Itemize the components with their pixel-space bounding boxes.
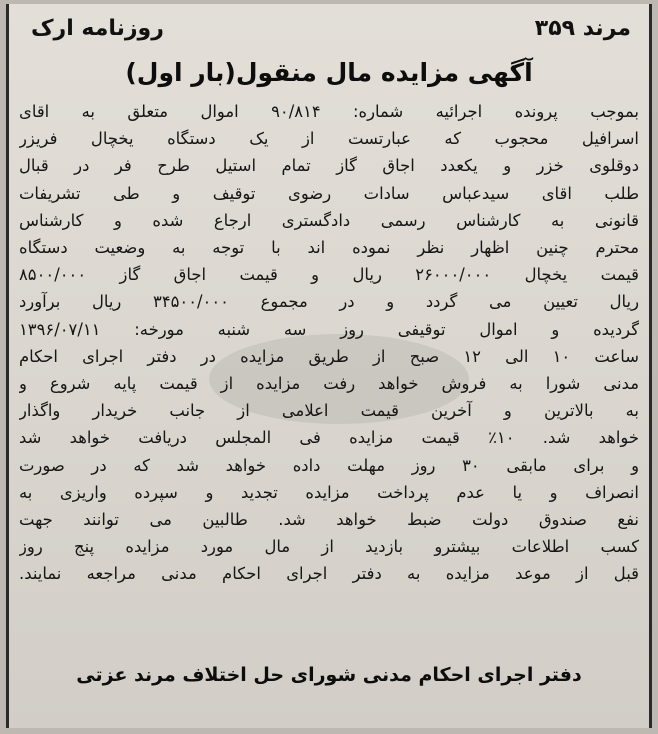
body-line: قیمت یخچال ۲۶۰۰۰/۰۰۰ ریال و قیمت اجاق گاز ۸۵۰۰/۰۰۰ xyxy=(19,265,639,285)
body-line: مدنی شورا به فروش خواهد رفت مزایده از قیمت پایه شروع و xyxy=(19,374,639,394)
body-line: طلب اقای سیدعباس سادات رضوی توقیف و طی تشریفات xyxy=(19,183,639,203)
body-line: انصراف و یا عدم پرداخت مزایده تجدید و سپرده واریزی به xyxy=(19,482,639,502)
body-line: نفع صندوق دولت ضبط خواهد شد. طالبین می توانند جهت xyxy=(19,510,639,530)
newspaper-name: روزنامه ارک xyxy=(31,16,164,41)
body-line: و برای مابقی ۳۰ روز مهلت داده خواهد شد که در صورت xyxy=(19,455,639,475)
clipping-header xyxy=(9,12,649,48)
body-line: خواهد شد. ۱۰٪ قیمت مزایده فی المجلس دریافت خواهد شد xyxy=(19,428,639,448)
body-line: اسرافیل محجوب که عبارتست از یک دستگاه یخچال فریزر xyxy=(19,129,639,149)
notice-title: آگهی مزایده مال منقول(بار اول) xyxy=(125,58,533,87)
body-line: بموجب پرونده اجرائیه شماره: ۹۰/۸۱۴ اموال متعلق به اقای xyxy=(19,102,639,121)
notice-signature: دفتر اجرای احکام مدنی شورای حل اختلاف مرند عزتی xyxy=(76,664,582,686)
body-line: ریال تعیین می گردد و در مجموع ۳۴۵۰۰/۰۰۰ ریال برآورد xyxy=(19,292,639,312)
body-line: به بالاترین و آخرین قیمت اعلامی از جانب خریدار واگذار xyxy=(19,401,639,421)
body-line: قبل از موعد مزایده به دفتر اجرای احکام مدنی مراجعه نمایند. xyxy=(19,564,639,584)
body-line: قانونی به کارشناس رسمی دادگستری ارجاع شده و کارشناس xyxy=(19,210,639,230)
body-line: گردیده و اموال توقیفی روز سه شنبه مورخه: ۱۳۹۶/۰۷/۱۱ xyxy=(19,319,639,339)
location-code: مرند ۳۵۹ xyxy=(534,16,631,41)
body-line: ساعت ۱۰ الی ۱۲ صبح از طریق مزایده در دفتر اجرای احکام xyxy=(19,346,639,366)
notice-body xyxy=(19,98,639,658)
body-line: کسب اطلاعات بیشترو بازدید از مال مورد مزایده پنج روز xyxy=(19,537,639,557)
body-line: دوقلوی خزر و یکعدد اجاق گاز تمام استیل طرح فر در قبال xyxy=(19,156,639,176)
newspaper-clipping xyxy=(6,4,652,728)
body-line: محترم چنین اظهار نظر نموده اند با توجه به وضعیت دستگاه xyxy=(19,238,639,258)
